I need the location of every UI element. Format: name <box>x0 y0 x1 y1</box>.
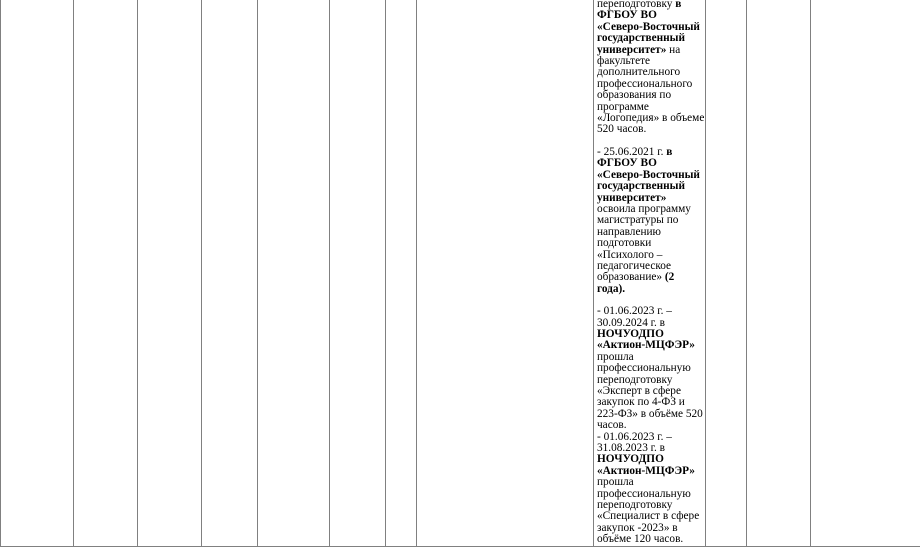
table-cell <box>386 0 417 546</box>
table-cell <box>258 0 330 546</box>
table-cell <box>138 0 202 546</box>
table-cell <box>330 0 386 546</box>
table-cell <box>811 0 920 546</box>
table-cell <box>706 0 747 546</box>
table-cell <box>74 0 138 546</box>
table-cell <box>202 0 258 546</box>
table-cell <box>417 0 594 546</box>
education-cell <box>594 0 706 546</box>
education-entry-3: - 01.06.2023 г. – 30.09.2024 г. в НОЧУОДПО «Актион-МЦФЭР» прошла профессиональную переподготовку «Эксперт в сфере закупок по 4-ФЗ и 223-ФЗ» в объёме 520 часов. <box>597 306 705 431</box>
education-entry-1: переподготовку в ФГБОУ ВО «Северо-Восточный государственный университет» на факультете дополнительного профессионального образования по программе «Логопедия» в объеме 520 часов. <box>597 0 705 136</box>
education-entry-2: - 25.06.2021 г. в ФГБОУ ВО «Северо-Восточный государственный университет» освоила программу магистратуры по направлению подготовки «Психолого – педагогическое образование» (2 года). <box>597 147 705 295</box>
table-row <box>1 0 920 546</box>
education-entry-4: - 01.06.2023 г. – 31.08.2023 г. в НОЧУОДПО «Актион-МЦФЭР» прошла профессиональную переподготовку «Специалист в сфере закупок -2023» в объёме 120 часов. <box>597 432 705 546</box>
table-cell <box>747 0 811 546</box>
table-cell <box>1 0 74 546</box>
